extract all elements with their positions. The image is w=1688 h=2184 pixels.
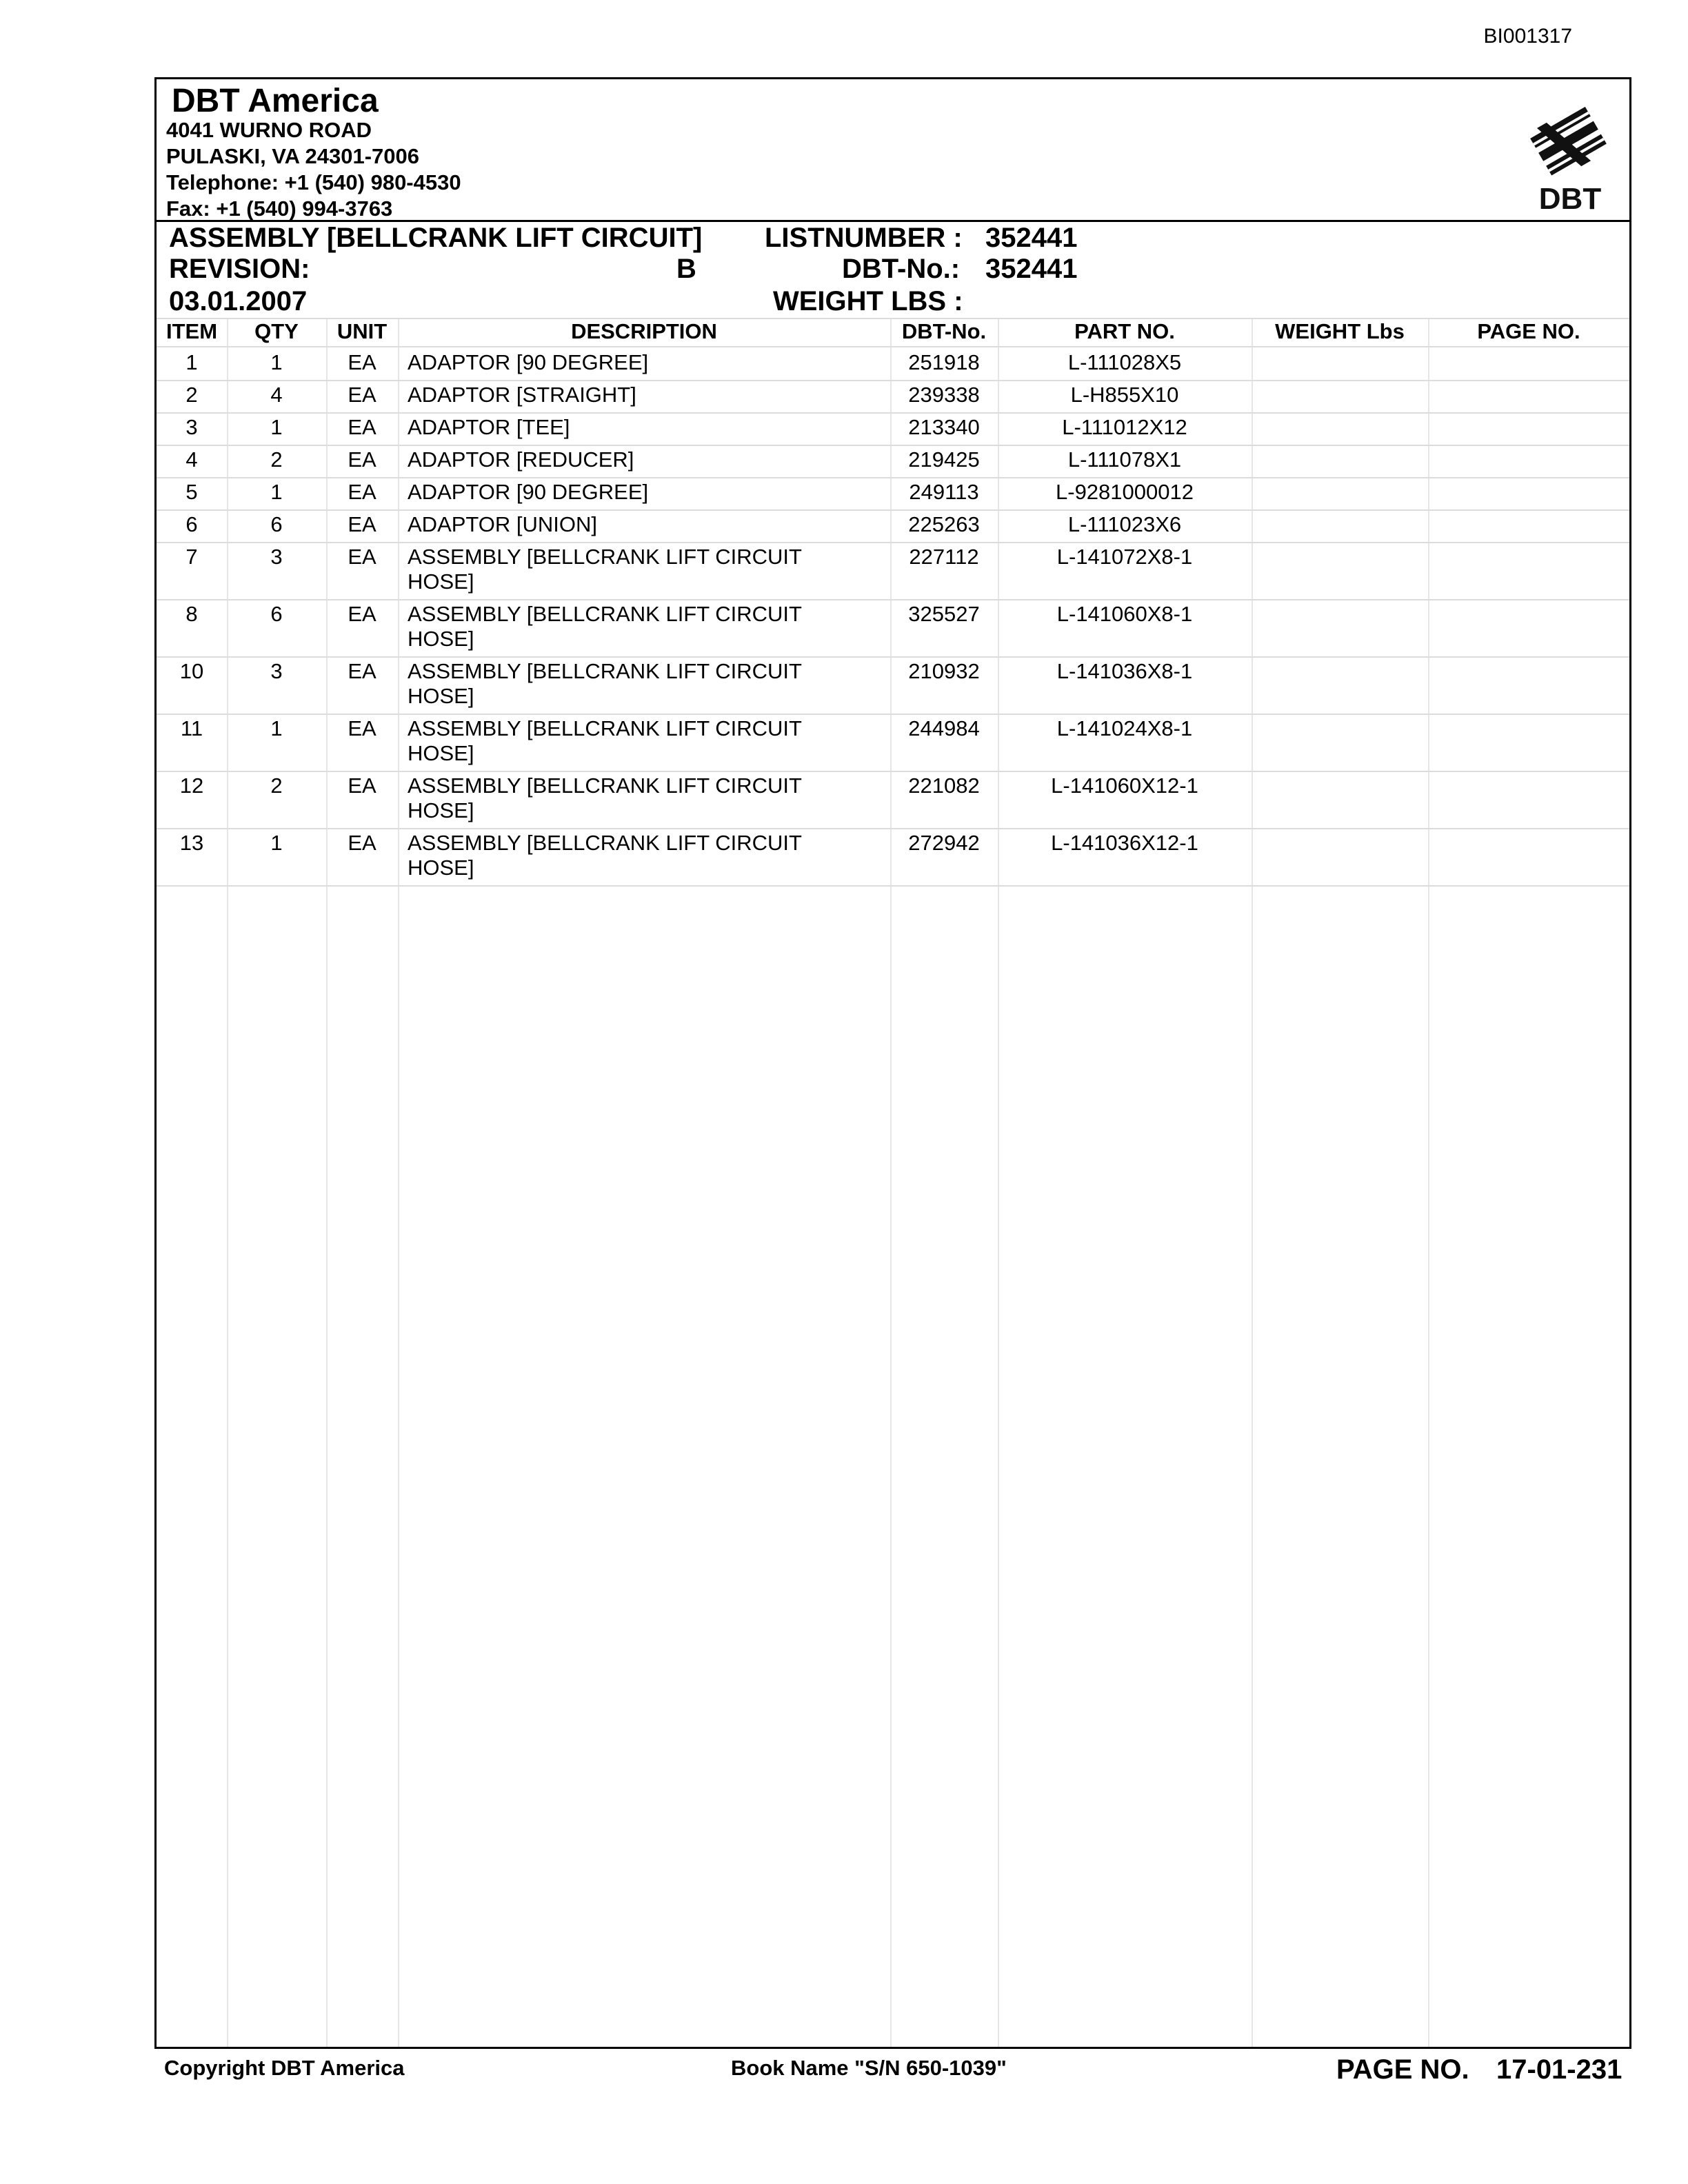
qty-cell: 4 bbox=[270, 383, 283, 407]
document-date: 03.01.2007 bbox=[169, 286, 308, 316]
page-number-value: 17-01-231 bbox=[1496, 2054, 1622, 2085]
unit-cell: EA bbox=[348, 512, 376, 536]
item-cell: 1 bbox=[185, 350, 198, 374]
unit-cell: EA bbox=[348, 415, 376, 439]
part-no-cell: L-141036X8-1 bbox=[1056, 659, 1193, 683]
column-header-item: ITEM bbox=[165, 319, 218, 343]
description-cell bbox=[408, 545, 883, 594]
listnumber-value: 352441 bbox=[985, 223, 1078, 253]
column-header-part-no: PART NO. bbox=[1074, 319, 1175, 343]
assembly-title: ASSEMBLY [BELLCRANK LIFT CIRCUIT] bbox=[169, 223, 703, 253]
column-divider bbox=[998, 318, 999, 2047]
part-no-cell: L-111078X1 bbox=[1067, 447, 1182, 472]
book-name: Book Name "S/N 650-1039" bbox=[731, 2056, 1007, 2080]
dbt-number-label: DBT-No.: bbox=[842, 254, 961, 284]
description-line: ADAPTOR [TEE] bbox=[408, 415, 570, 439]
unit-cell: EA bbox=[348, 602, 376, 626]
table-row-divider bbox=[157, 542, 1629, 543]
revision-label: REVISION: bbox=[169, 254, 310, 284]
column-divider bbox=[227, 318, 228, 2047]
part-no-cell: L-141060X12-1 bbox=[1051, 774, 1198, 798]
table-row-divider bbox=[157, 412, 1629, 414]
item-cell: 12 bbox=[179, 774, 204, 798]
logo-text: DBT bbox=[1538, 182, 1602, 214]
qty-cell: 1 bbox=[270, 831, 283, 855]
qty-cell: 1 bbox=[270, 716, 283, 740]
description-line: ADAPTOR [REDUCER] bbox=[408, 447, 634, 472]
table-row-divider bbox=[157, 380, 1629, 381]
table-row-divider bbox=[157, 599, 1629, 600]
description-cell bbox=[408, 512, 883, 537]
item-cell: 6 bbox=[185, 512, 198, 536]
qty-cell: 1 bbox=[270, 480, 283, 504]
item-cell: 8 bbox=[185, 602, 198, 626]
table-row-divider bbox=[157, 771, 1629, 772]
part-no-cell: L-111028X5 bbox=[1067, 350, 1182, 374]
item-cell: 4 bbox=[185, 447, 198, 472]
listnumber-label: LISTNUMBER : bbox=[765, 223, 963, 253]
table-row-divider bbox=[157, 828, 1629, 829]
part-no-cell: L-141024X8-1 bbox=[1056, 716, 1193, 740]
company-fax: Fax: +1 (540) 994-3763 bbox=[166, 196, 393, 221]
unit-cell: EA bbox=[348, 659, 376, 683]
dbt-no-cell: 325527 bbox=[908, 602, 980, 626]
description-cell bbox=[408, 350, 883, 375]
description-line: ADAPTOR [90 DEGREE] bbox=[408, 480, 649, 504]
item-cell: 3 bbox=[185, 415, 198, 439]
description-cell bbox=[408, 659, 883, 709]
item-cell: 7 bbox=[185, 545, 198, 569]
company-telephone: Telephone: +1 (540) 980-4530 bbox=[166, 170, 461, 194]
description-line: ADAPTOR [90 DEGREE] bbox=[408, 350, 649, 374]
description-line: ASSEMBLY [BELLCRANK LIFT CIRCUIT bbox=[408, 659, 802, 683]
header-divider bbox=[157, 220, 1629, 222]
column-divider bbox=[1428, 318, 1429, 2047]
unit-cell: EA bbox=[348, 383, 376, 407]
description-line: ADAPTOR [UNION] bbox=[408, 512, 598, 536]
description-line: ASSEMBLY [BELLCRANK LIFT CIRCUIT bbox=[408, 716, 802, 740]
column-header-weight: WEIGHT Lbs bbox=[1275, 319, 1405, 343]
part-no-cell: L-111012X12 bbox=[1062, 415, 1187, 439]
column-header-unit: UNIT bbox=[336, 319, 388, 343]
description-line: ASSEMBLY [BELLCRANK LIFT CIRCUIT bbox=[408, 545, 802, 569]
description-line: HOSE] bbox=[408, 684, 474, 708]
description-line: ASSEMBLY [BELLCRANK LIFT CIRCUIT bbox=[408, 602, 802, 626]
dbt-no-cell: 249113 bbox=[909, 480, 979, 504]
weight-label: WEIGHT LBS : bbox=[773, 286, 963, 316]
description-line: HOSE] bbox=[408, 856, 474, 880]
description-line: HOSE] bbox=[408, 569, 474, 594]
company-name: DBT America bbox=[172, 83, 379, 119]
revision-value: B bbox=[676, 254, 696, 284]
description-cell bbox=[408, 415, 883, 440]
item-cell: 5 bbox=[185, 480, 198, 504]
table-row-divider bbox=[157, 477, 1629, 478]
dbt-no-cell: 221082 bbox=[908, 774, 980, 798]
column-header-qty: QTY bbox=[254, 319, 299, 343]
unit-cell: EA bbox=[348, 774, 376, 798]
unit-cell: EA bbox=[348, 447, 376, 472]
dbt-number-value: 352441 bbox=[985, 254, 1078, 284]
qty-cell: 3 bbox=[270, 545, 283, 569]
unit-cell: EA bbox=[348, 350, 376, 374]
description-cell bbox=[408, 447, 883, 472]
qty-cell: 2 bbox=[270, 774, 283, 798]
dbt-no-cell: 219425 bbox=[908, 447, 980, 472]
dbt-no-cell: 225263 bbox=[908, 512, 980, 536]
table-row-divider bbox=[157, 714, 1629, 715]
part-no-cell: L-141060X8-1 bbox=[1056, 602, 1193, 626]
part-no-cell: L-9281000012 bbox=[1056, 480, 1194, 504]
dbt-no-cell: 213340 bbox=[908, 415, 980, 439]
part-no-cell: L-111023X6 bbox=[1067, 512, 1182, 536]
description-cell bbox=[408, 602, 883, 651]
column-divider bbox=[398, 318, 399, 2047]
description-line: ASSEMBLY [BELLCRANK LIFT CIRCUIT bbox=[408, 774, 802, 798]
table-row-divider bbox=[157, 656, 1629, 658]
page-number-label: PAGE NO. bbox=[1336, 2054, 1469, 2085]
unit-cell: EA bbox=[348, 831, 376, 855]
table-row-divider bbox=[157, 885, 1629, 887]
dbt-logo-icon bbox=[1529, 97, 1611, 214]
company-address-street: 4041 WURNO ROAD bbox=[166, 118, 372, 142]
table-header-bottom-line bbox=[157, 346, 1629, 347]
description-cell bbox=[408, 774, 883, 823]
item-cell: 11 bbox=[180, 716, 203, 740]
dbt-no-cell: 251918 bbox=[908, 350, 980, 374]
copyright: Copyright DBT America bbox=[164, 2056, 405, 2080]
item-cell: 10 bbox=[179, 659, 204, 683]
company-address-city: PULASKI, VA 24301-7006 bbox=[166, 144, 420, 168]
description-cell bbox=[408, 480, 883, 505]
dbt-no-cell: 244984 bbox=[908, 716, 980, 740]
part-no-cell: L-141072X8-1 bbox=[1056, 545, 1193, 569]
description-cell bbox=[408, 831, 883, 880]
column-divider bbox=[1252, 318, 1253, 2047]
description-cell bbox=[408, 716, 883, 766]
part-no-cell: L-H855X10 bbox=[1070, 383, 1179, 407]
column-header-description: DESCRIPTION bbox=[571, 319, 717, 343]
unit-cell: EA bbox=[348, 480, 376, 504]
item-cell: 13 bbox=[179, 831, 204, 855]
column-divider bbox=[890, 318, 892, 2047]
qty-cell: 3 bbox=[270, 659, 283, 683]
dbt-no-cell: 272942 bbox=[908, 831, 980, 855]
dbt-no-cell: 239338 bbox=[908, 383, 980, 407]
column-header-dbt-no: DBT-No. bbox=[901, 319, 987, 343]
description-line: ADAPTOR [STRAIGHT] bbox=[408, 383, 636, 407]
dbt-logo bbox=[1529, 97, 1611, 214]
document-id: BI001317 bbox=[1483, 25, 1572, 48]
description-line: ASSEMBLY [BELLCRANK LIFT CIRCUIT bbox=[408, 831, 802, 855]
column-header-page-no: PAGE NO. bbox=[1477, 319, 1580, 343]
unit-cell: EA bbox=[348, 545, 376, 569]
part-no-cell: L-141036X12-1 bbox=[1051, 831, 1198, 855]
qty-cell: 6 bbox=[270, 602, 283, 626]
unit-cell: EA bbox=[348, 716, 376, 740]
description-line: HOSE] bbox=[408, 798, 474, 822]
table-row-divider bbox=[157, 445, 1629, 446]
column-divider bbox=[326, 318, 328, 2047]
dbt-no-cell: 210932 bbox=[908, 659, 980, 683]
qty-cell: 1 bbox=[270, 415, 283, 439]
qty-cell: 2 bbox=[270, 447, 283, 472]
parts-list-frame bbox=[154, 77, 1631, 2049]
dbt-no-cell: 227112 bbox=[909, 545, 979, 569]
description-cell bbox=[408, 383, 883, 407]
description-line: HOSE] bbox=[408, 741, 474, 765]
qty-cell: 6 bbox=[270, 512, 283, 536]
table-row-divider bbox=[157, 509, 1629, 511]
item-cell: 2 bbox=[185, 383, 198, 407]
qty-cell: 1 bbox=[270, 350, 283, 374]
description-line: HOSE] bbox=[408, 627, 474, 651]
